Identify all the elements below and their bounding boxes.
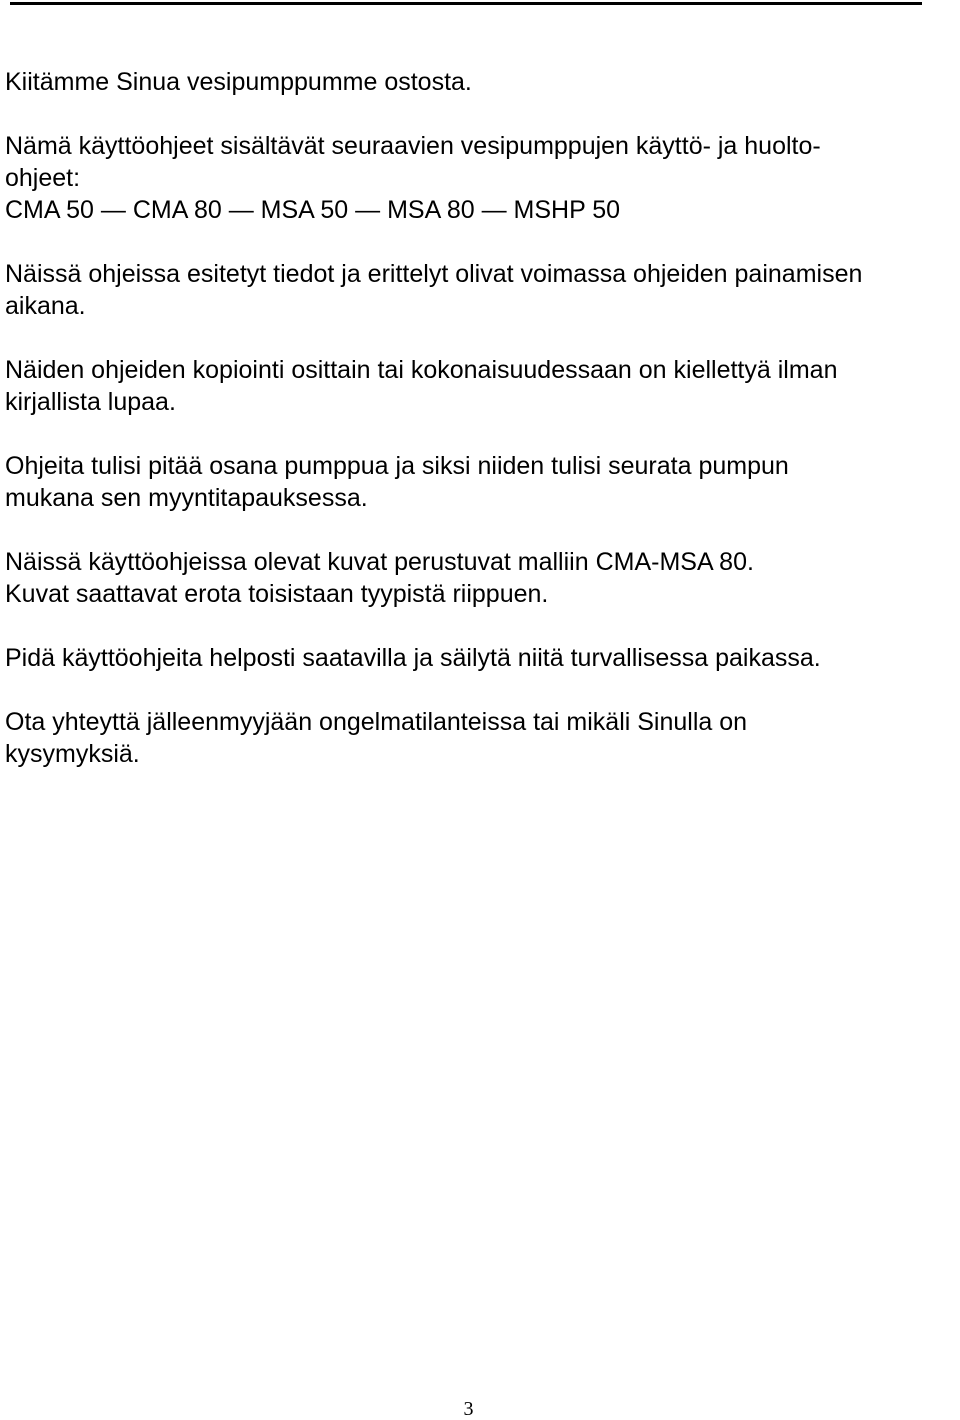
document-body bbox=[5, 66, 950, 802]
paragraph-validity bbox=[5, 258, 950, 322]
paragraph-models bbox=[5, 130, 950, 226]
header-rule bbox=[10, 2, 922, 5]
paragraph-copyright bbox=[5, 354, 950, 418]
text-line: Pidä käyttöohjeita helposti saatavilla ja säilytä niitä turvallisessa paikassa. bbox=[5, 644, 821, 672]
paragraph-images bbox=[5, 546, 950, 610]
text-line: Ohjeita tulisi pitää osana pumppua ja siksi niiden tulisi seurata pumpun bbox=[5, 452, 789, 480]
page-number: 3 bbox=[463, 1398, 474, 1420]
paragraph-thanks bbox=[5, 66, 950, 98]
text-line: Kuvat saattavat erota toisistaan tyypistä riippuen. bbox=[5, 580, 549, 608]
text-line: Nämä käyttöohjeet sisältävät seuraavien vesipumppujen käyttö- ja huolto- bbox=[5, 132, 821, 160]
text-line: Kiitämme Sinua vesipumppumme ostosta. bbox=[5, 68, 472, 96]
text-line: Näissä käyttöohjeissa olevat kuvat perustuvat malliin CMA-MSA 80. bbox=[5, 548, 754, 576]
paragraph-keep-with-pump bbox=[5, 450, 950, 514]
text-line: Näissä ohjeissa esitetyt tiedot ja erittelyt olivat voimassa ohjeiden painamisen bbox=[5, 260, 863, 288]
text-line: Näiden ohjeiden kopiointi osittain tai kokonaisuudessaan on kiellettyä ilman bbox=[5, 356, 838, 384]
text-line: mukana sen myyntitapauksessa. bbox=[5, 484, 368, 512]
text-line: kysymyksiä. bbox=[5, 740, 140, 768]
text-line: ohjeet: bbox=[5, 164, 81, 192]
model-list: CMA 50 — CMA 80 — MSA 50 — MSA 80 — MSHP 50 bbox=[5, 196, 621, 224]
paragraph-storage bbox=[5, 642, 950, 674]
paragraph-contact bbox=[5, 706, 950, 770]
text-line: Ota yhteyttä jälleenmyyjään ongelmatilanteissa tai mikäli Sinulla on bbox=[5, 708, 748, 736]
text-line: kirjallista lupaa. bbox=[5, 388, 176, 416]
text-line: aikana. bbox=[5, 292, 86, 320]
